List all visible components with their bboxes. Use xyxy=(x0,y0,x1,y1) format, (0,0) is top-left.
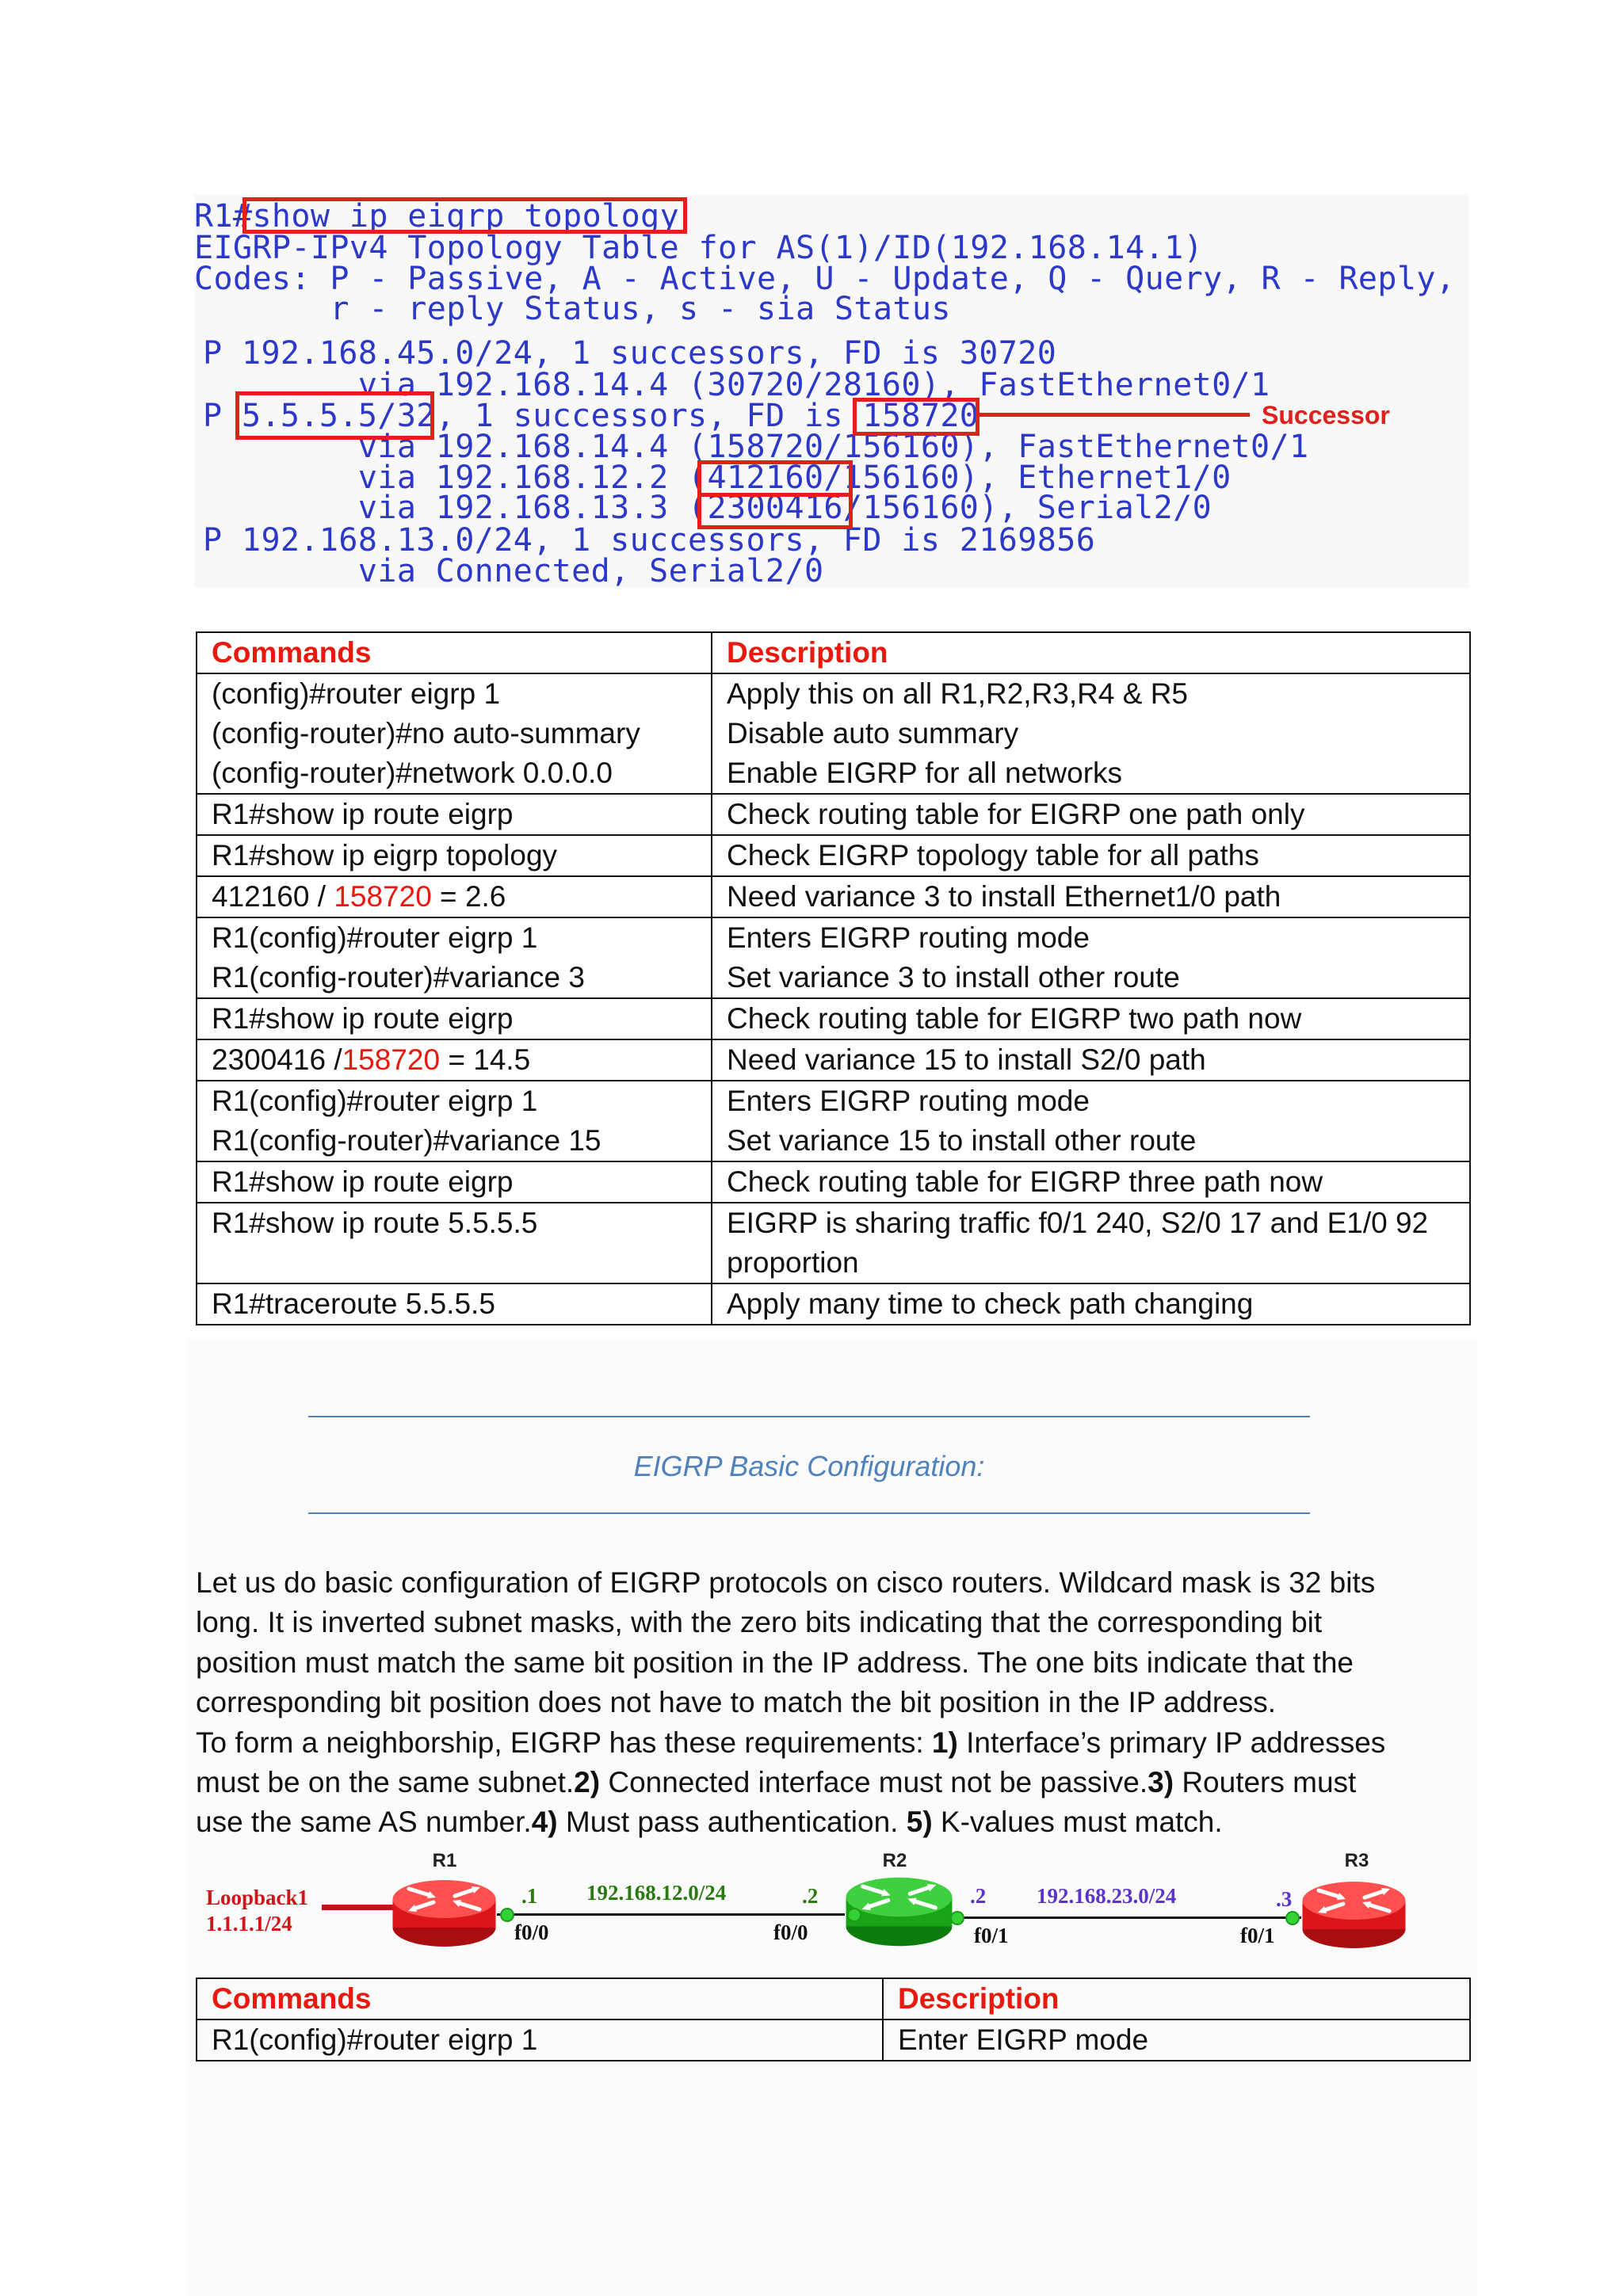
command-cell xyxy=(197,794,712,835)
loopback-link xyxy=(322,1905,395,1910)
requirement-number: 3) xyxy=(1148,1766,1174,1799)
paragraph-text: corresponding bit position does not have to match the bit position in the IP address. xyxy=(196,1686,1277,1719)
cli-route-entry: P 5.5.5.5/32, 1 successors, FD is 158720 xyxy=(203,398,980,434)
description-cell xyxy=(712,1161,1470,1203)
r2-host-address: .2 xyxy=(802,1884,819,1908)
description-header: Description xyxy=(883,1978,1470,2019)
body-paragraph xyxy=(196,1563,1385,1843)
highlight-box-command xyxy=(242,197,687,234)
command-line xyxy=(212,1040,697,1080)
command-cell xyxy=(197,876,712,917)
cli-command-line: R1#show ip eigrp topology xyxy=(194,198,680,235)
command-line: (config-router)#no auto-summary xyxy=(212,717,640,749)
callout-line xyxy=(980,413,1250,417)
paragraph-line xyxy=(196,1802,1385,1842)
command-line: (config)#router eigrp 1 xyxy=(212,677,501,710)
table-row xyxy=(197,1039,1470,1081)
paragraph-text: must be on the same subnet. xyxy=(196,1766,575,1799)
r2-interface-label: f0/0 xyxy=(773,1920,808,1944)
description-cell: Enter EIGRP mode xyxy=(883,2019,1470,2061)
table-row xyxy=(197,917,1470,998)
interface-dot xyxy=(500,1908,514,1922)
command-line: R1#show ip route eigrp xyxy=(212,1002,514,1035)
r2-interface-label: f0/1 xyxy=(974,1924,1009,1947)
alternate-metric: 2300416 / xyxy=(212,1043,342,1076)
table-header-row xyxy=(197,632,1470,673)
command-line: R1#show ip route 5.5.5.5 xyxy=(212,1207,538,1239)
description-cell xyxy=(712,1203,1470,1283)
description-cell xyxy=(712,835,1470,876)
requirement-number: 5) xyxy=(906,1806,933,1839)
r3-interface-label: f0/1 xyxy=(1240,1924,1275,1947)
command-cell: R1(config)#router eigrp 1 xyxy=(197,2019,883,2061)
command-cell xyxy=(197,1203,712,1283)
description-line: Disable auto summary xyxy=(727,717,1019,749)
description-cell xyxy=(712,1039,1470,1081)
description-line: Check routing table for EIGRP two path now xyxy=(727,1002,1302,1035)
description-line: Check routing table for EIGRP one path only xyxy=(727,798,1305,830)
highlight-box-ethernet-metric xyxy=(697,460,853,497)
command-cell xyxy=(197,917,712,998)
router-r1-icon xyxy=(391,1878,497,1948)
router-r2-label: R2 xyxy=(882,1850,907,1871)
command-line: R1#show ip route eigrp xyxy=(212,798,514,830)
description-cell xyxy=(712,1081,1470,1161)
paragraph-line xyxy=(196,1603,1385,1642)
paragraph-text: Must pass authentication. xyxy=(557,1806,907,1839)
description-cell xyxy=(712,794,1470,835)
paragraph-line xyxy=(196,1563,1385,1603)
command-line: R1#show ip route eigrp xyxy=(212,1165,514,1198)
cli-via-line: via 192.168.12.2 (412160/156160), Ethernet1/0 xyxy=(203,460,1232,496)
command-line: R1(config)#router eigrp 1 xyxy=(212,921,538,954)
requirement-number: 1) xyxy=(931,1726,958,1759)
basic-config-table xyxy=(196,1978,1471,2061)
link-r2-r3 xyxy=(953,1917,1301,1919)
cli-via-line: via 192.168.14.4 (158720/156160), FastEthernet0/1 xyxy=(203,429,1309,465)
table-header-row xyxy=(197,1978,1470,2019)
successor-metric: 158720 xyxy=(342,1043,441,1076)
paragraph-line xyxy=(196,1643,1385,1683)
paragraph-text: Routers must xyxy=(1174,1766,1357,1799)
successor-metric: 158720 xyxy=(334,880,432,913)
command-line: R1(config-router)#variance 15 xyxy=(212,1124,601,1157)
section-heading: EIGRP Basic Configuration: xyxy=(633,1450,985,1482)
description-cell xyxy=(712,998,1470,1039)
r1-interface-label: f0/0 xyxy=(514,1920,549,1944)
variance-result: = 2.6 xyxy=(431,880,506,913)
description-line: Need variance 3 to install Ethernet1/0 path xyxy=(727,880,1281,913)
paragraph-line xyxy=(196,1723,1385,1763)
description-line: Need variance 15 to install S2/0 path xyxy=(727,1043,1206,1076)
highlight-box-fd xyxy=(853,398,980,436)
cli-via-line: via Connected, Serial2/0 xyxy=(203,553,824,589)
router-r3-icon xyxy=(1301,1880,1407,1950)
cli-codes-line: r - reply Status, s - sia Status xyxy=(194,291,951,327)
paragraph-text: K-values must match. xyxy=(932,1806,1223,1839)
command-line: R1#traceroute 5.5.5.5 xyxy=(212,1287,495,1320)
description-line: Apply many time to check path changing xyxy=(727,1287,1254,1320)
heading-rule-top xyxy=(308,1416,1310,1417)
table-row xyxy=(197,1161,1470,1203)
table-row xyxy=(197,2019,1470,2061)
paragraph-text: position must match the same bit position in the IP address. The one bits indicate that the xyxy=(196,1646,1354,1679)
command-line: (config-router)#network 0.0.0.0 xyxy=(212,757,613,789)
command-cell xyxy=(197,1039,712,1081)
paragraph-line xyxy=(196,1683,1385,1722)
description-line: Enable EIGRP for all networks xyxy=(727,757,1123,789)
commands-header: Commands xyxy=(197,1978,883,2019)
subnet-label: 192.168.12.0/24 xyxy=(586,1881,727,1905)
table-row xyxy=(197,876,1470,917)
subnet-label: 192.168.23.0/24 xyxy=(1037,1884,1177,1908)
highlight-box-prefix xyxy=(235,391,434,440)
description-line: Set variance 3 to install other route xyxy=(727,961,1180,994)
requirement-number: 2) xyxy=(574,1766,601,1799)
command-line xyxy=(212,877,697,917)
table-row xyxy=(197,998,1470,1039)
cli-codes-line: Codes: P - Passive, A - Active, U - Update, Q - Query, R - Reply, xyxy=(194,261,1456,297)
cli-route-entry: P 192.168.45.0/24, 1 successors, FD is 30720 xyxy=(203,335,1057,372)
table-row xyxy=(197,673,1470,794)
cli-route-entry: P 192.168.13.0/24, 1 successors, FD is 2169856 xyxy=(203,522,1096,559)
router-r2-icon xyxy=(845,1875,953,1948)
paragraph-line xyxy=(196,1763,1385,1802)
description-line: Enters EIGRP routing mode xyxy=(727,921,1090,954)
command-line: R1(config-router)#variance 3 xyxy=(212,961,585,994)
description-line: Set variance 15 to install other route xyxy=(727,1124,1197,1157)
paragraph-text: To form a neighborship, EIGRP has these requirements: xyxy=(196,1726,932,1759)
paragraph-text: Interface’s primary IP addresses xyxy=(957,1726,1386,1759)
description-header: Description xyxy=(712,632,1470,673)
cli-via-line: via 192.168.14.4 (30720/28160), FastEthernet0/1 xyxy=(203,367,1270,403)
requirement-number: 4) xyxy=(531,1806,558,1839)
commands-table xyxy=(196,631,1471,1325)
loopback-name: Loopback1 xyxy=(206,1886,309,1909)
commands-header: Commands xyxy=(197,632,712,673)
interface-dot xyxy=(1285,1911,1300,1925)
description-cell xyxy=(712,673,1470,794)
r2-host-address: .2 xyxy=(970,1884,987,1908)
command-cell xyxy=(197,835,712,876)
cli-table-title: EIGRP-IPv4 Topology Table for AS(1)/ID(192.168.14.1) xyxy=(194,230,1204,266)
table-row xyxy=(197,835,1470,876)
cli-via-line: via 192.168.13.3 (2300416/156160), Serial2/0 xyxy=(203,490,1212,526)
description-line: Apply this on all R1,R2,R3,R4 & R5 xyxy=(727,677,1188,710)
r3-host-address: .3 xyxy=(1276,1887,1293,1911)
interface-dot xyxy=(950,1911,964,1925)
heading-rule-bottom xyxy=(308,1512,1310,1514)
paragraph-text: long. It is inverted subnet masks, with the zero bits indicating that the corresponding bit xyxy=(196,1606,1323,1639)
table-row xyxy=(197,1203,1470,1283)
command-cell xyxy=(197,1161,712,1203)
r1-host-address: .1 xyxy=(521,1884,538,1908)
paragraph-text: use the same AS number. xyxy=(196,1806,532,1839)
loopback-address: 1.1.1.1/24 xyxy=(206,1912,292,1936)
alternate-metric: 412160 / xyxy=(212,880,334,913)
description-line: EIGRP is sharing traffic f0/1 240, S2/0 17 and E1/0 92 proportion xyxy=(727,1207,1429,1279)
table-row xyxy=(197,794,1470,835)
command-line: R1(config)#router eigrp 1 xyxy=(212,1085,538,1117)
command-cell xyxy=(197,1283,712,1325)
router-r1-label: R1 xyxy=(432,1850,457,1871)
command-cell xyxy=(197,998,712,1039)
command-cell xyxy=(197,1081,712,1161)
description-line: Enters EIGRP routing mode xyxy=(727,1085,1090,1117)
paragraph-text: Let us do basic configuration of EIGRP protocols on cisco routers. Wildcard mask is 32 bits xyxy=(196,1566,1376,1599)
successor-callout: Successor xyxy=(1262,401,1390,429)
interface-dot xyxy=(847,1908,861,1922)
description-line: Check routing table for EIGRP three path now xyxy=(727,1165,1323,1198)
router-r3-label: R3 xyxy=(1344,1850,1369,1871)
description-cell xyxy=(712,1283,1470,1325)
variance-result: = 14.5 xyxy=(440,1043,531,1076)
highlight-box-serial-metric xyxy=(697,493,853,529)
description-cell xyxy=(712,917,1470,998)
description-cell xyxy=(712,876,1470,917)
command-line: R1#show ip eigrp topology xyxy=(212,839,558,871)
link-r1-r2 xyxy=(497,1913,845,1916)
table-row xyxy=(197,1081,1470,1161)
command-cell xyxy=(197,673,712,794)
description-line: Check EIGRP topology table for all paths xyxy=(727,839,1259,871)
table-row xyxy=(197,1283,1470,1325)
paragraph-text: Connected interface must not be passive. xyxy=(600,1766,1148,1799)
